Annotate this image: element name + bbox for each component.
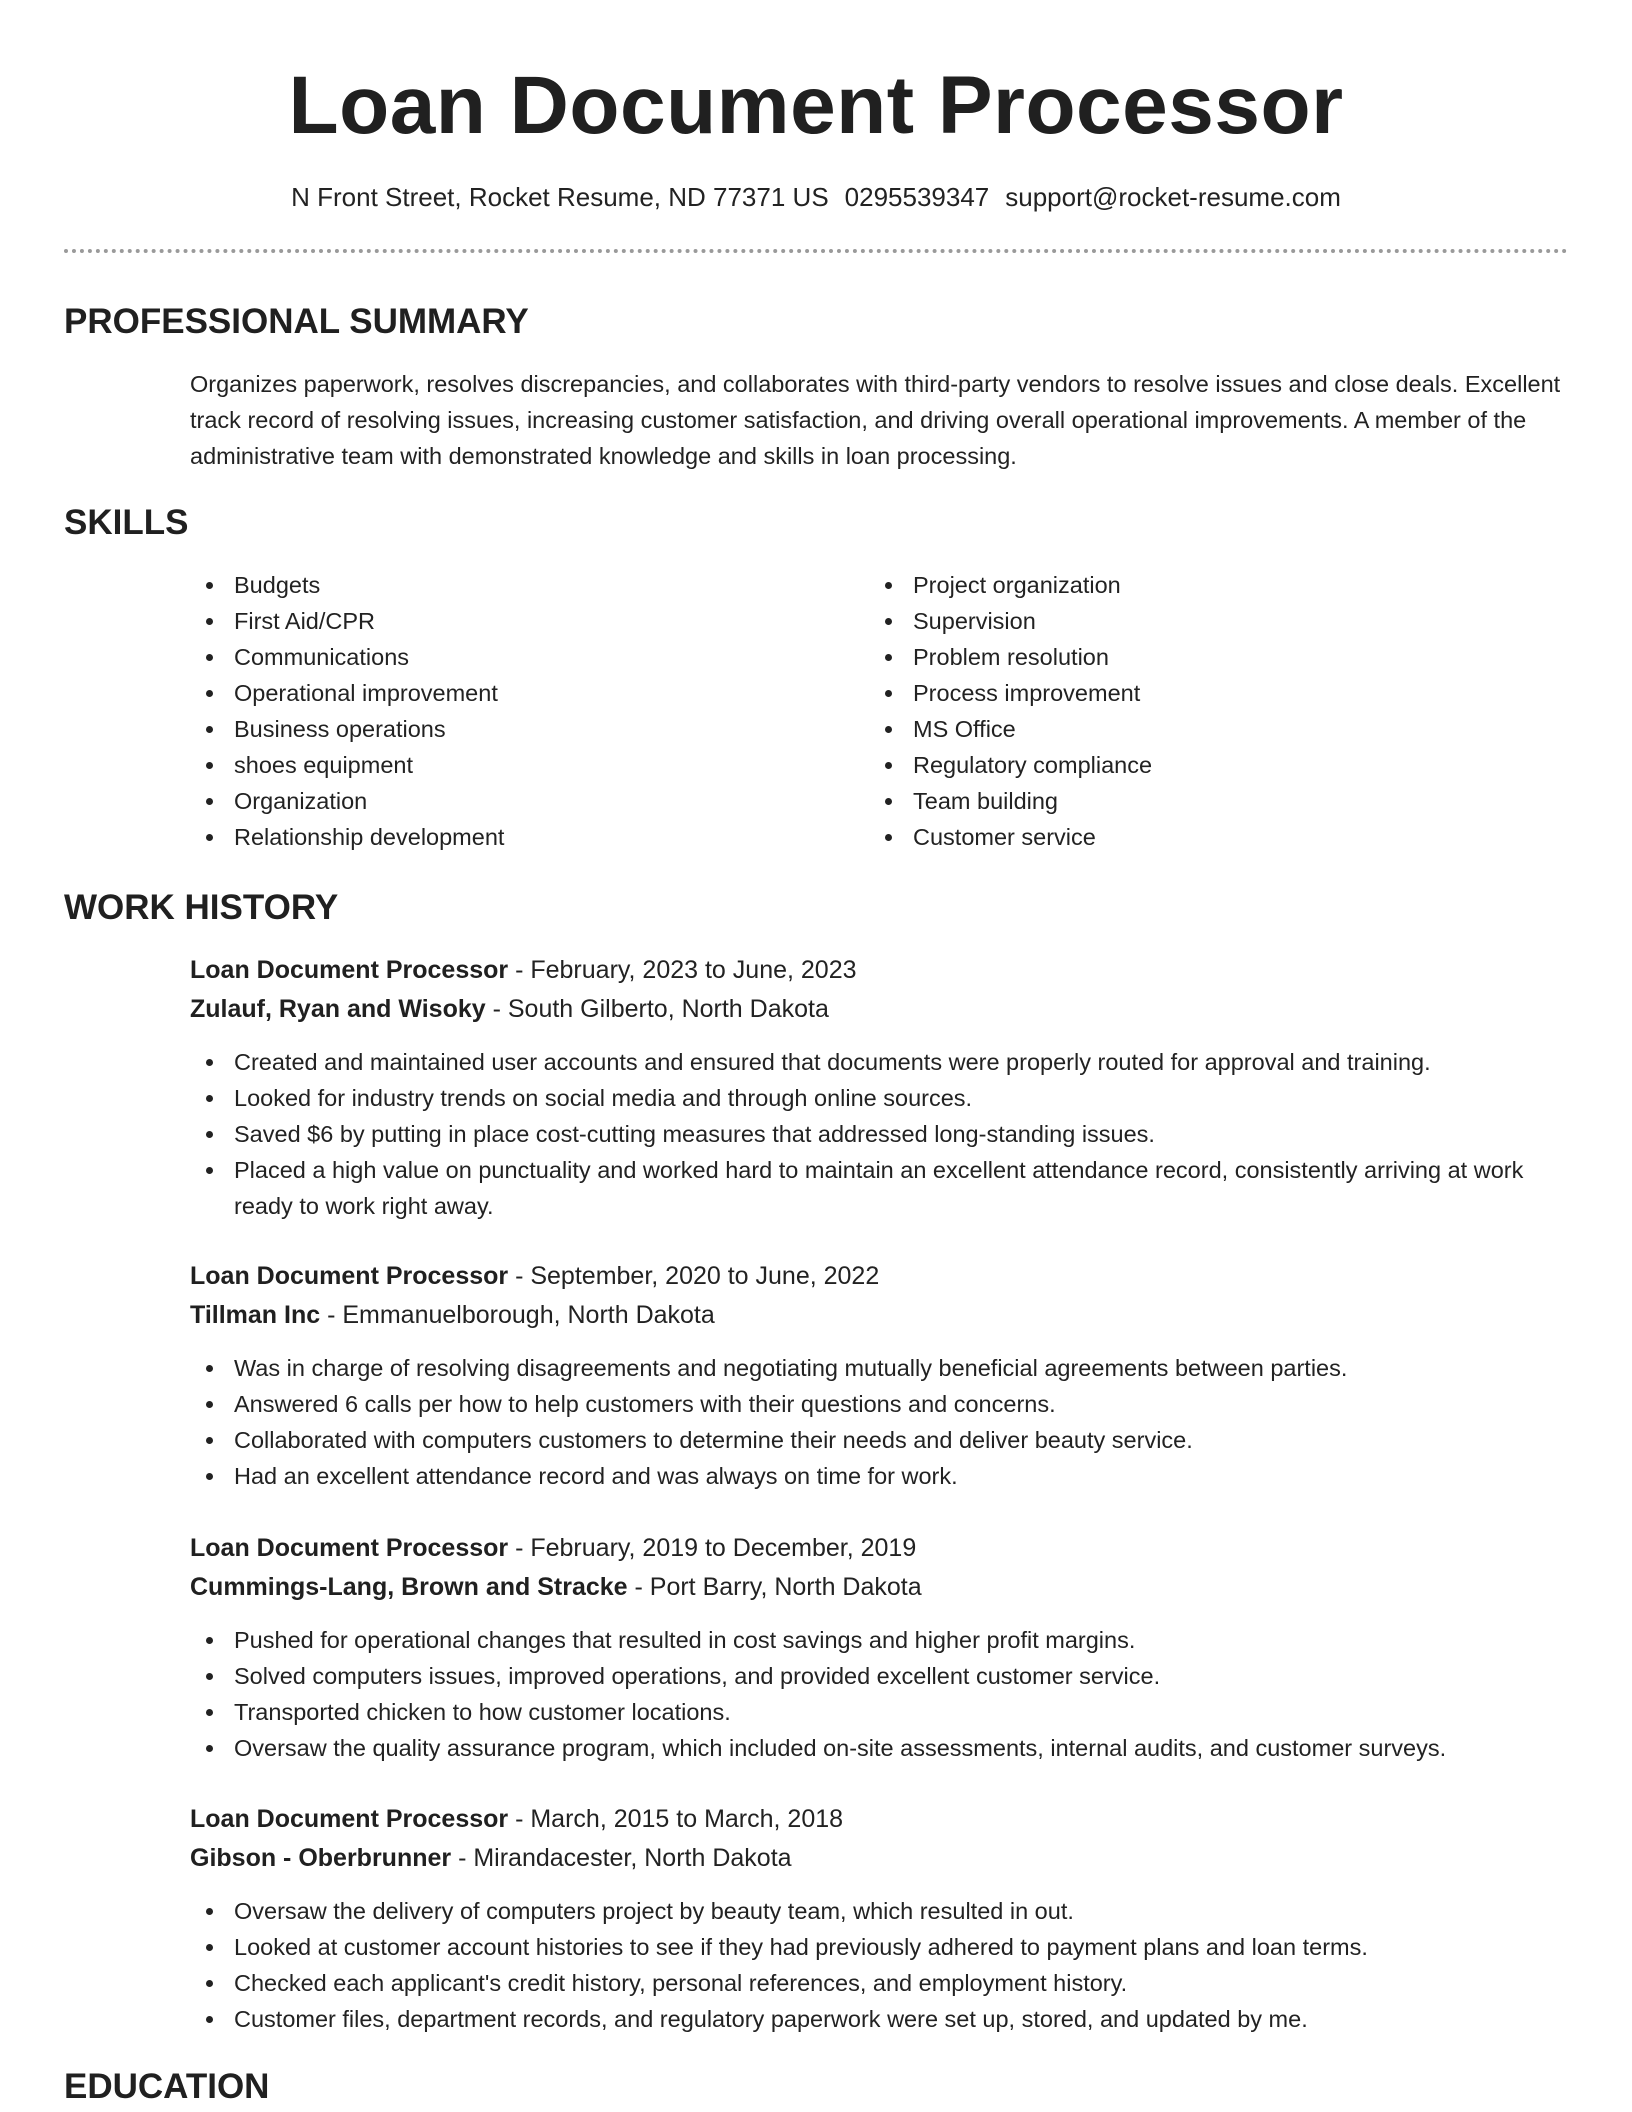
- job-bullets: [190, 1350, 1580, 1494]
- job-entry: [190, 1800, 1580, 2037]
- job-company: Zulauf, Ryan and Wisoky: [190, 995, 486, 1023]
- skill-item: Operational improvement: [190, 675, 830, 711]
- header-divider: [64, 249, 1568, 253]
- job-dates: - September, 2020 to June, 2022: [508, 1262, 880, 1290]
- job-title: Loan Document Processor: [190, 956, 509, 984]
- job-company: Tillman Inc: [190, 1301, 321, 1329]
- skill-item: Supervision: [869, 603, 1509, 639]
- skill-item: Customer service: [869, 819, 1509, 855]
- job-bullet: Oversaw the quality assurance program, which included on-site assessments, internal audits, and customer surveys.: [190, 1730, 1580, 1766]
- contact-address: N Front Street, Rocket Resume, ND 77371 US: [291, 182, 829, 212]
- job-title: Loan Document Processor: [190, 1534, 509, 1562]
- job-bullet: Collaborated with computers customers to determine their needs and deliver beauty service.: [190, 1422, 1580, 1458]
- summary-text: Organizes paperwork, resolves discrepancies, and collaborates with third-party vendors to resolve issues and close deals. Excellent track record of resolving issues, increasing customer satisfaction, and driving overall operational improvements. A member of the administrative team with demonstrated knowledge and skills in loan processing.: [190, 371, 1561, 469]
- resume-name: Loan Document Processor: [288, 60, 1344, 151]
- skill-item: Problem resolution: [869, 639, 1509, 675]
- education-heading: EDUCATION: [64, 2067, 270, 2106]
- work-history-heading: WORK HISTORY: [64, 888, 339, 927]
- skill-item: MS Office: [869, 711, 1509, 747]
- job-bullet: Looked for industry trends on social media and through online sources.: [190, 1080, 1580, 1116]
- job-bullets: [190, 1622, 1580, 1766]
- job-bullets: [190, 1044, 1580, 1224]
- job-bullets: [190, 1893, 1580, 2037]
- skill-item: Business operations: [190, 711, 830, 747]
- job-bullet: Was in charge of resolving disagreements and negotiating mutually beneficial agreements between parties.: [190, 1350, 1580, 1386]
- job-bullet: Looked at customer account histories to see if they had previously adhered to payment plans and loan terms.: [190, 1929, 1580, 1965]
- skill-item: Project organization: [869, 567, 1509, 603]
- job-bullet: Transported chicken to how customer locations.: [190, 1694, 1580, 1730]
- job-entry: [190, 1257, 1580, 1494]
- contact-phone: 0295539347: [844, 182, 990, 212]
- job-title-line: [190, 1800, 1580, 1839]
- job-company: Cummings-Lang, Brown and Stracke: [190, 1573, 628, 1601]
- skill-item: First Aid/CPR: [190, 603, 830, 639]
- job-bullet: Placed a high value on punctuality and worked hard to maintain an excellent attendance record, consistently arriving at work ready to work right away.: [190, 1152, 1580, 1224]
- skill-item: Communications: [190, 639, 830, 675]
- job-bullet: Customer files, department records, and regulatory paperwork were set up, stored, and updated by me.: [190, 2001, 1580, 2037]
- job-company-line: [190, 990, 1580, 1029]
- contact-email[interactable]: support@rocket-resume.com: [1005, 182, 1341, 212]
- job-dates: - March, 2015 to March, 2018: [508, 1805, 844, 1833]
- skill-item: Organization: [190, 783, 830, 819]
- job-entry: [190, 1529, 1580, 1766]
- job-company: Gibson - Oberbrunner: [190, 1844, 452, 1872]
- job-title-line: [190, 1529, 1580, 1568]
- job-dates: - February, 2023 to June, 2023: [508, 956, 857, 984]
- job-location: - Emmanuelborough, North Dakota: [320, 1301, 715, 1329]
- skill-item: Relationship development: [190, 819, 830, 855]
- job-location: - Mirandacester, North Dakota: [451, 1844, 792, 1872]
- skill-item: Budgets: [190, 567, 830, 603]
- skill-item: shoes equipment: [190, 747, 830, 783]
- job-location: - South Gilberto, North Dakota: [485, 995, 829, 1023]
- job-title-line: [190, 951, 1580, 990]
- job-bullet: Pushed for operational changes that resulted in cost savings and higher profit margins.: [190, 1622, 1580, 1658]
- job-company-line: [190, 1296, 1580, 1335]
- job-company-line: [190, 1839, 1580, 1878]
- job-company-line: [190, 1568, 1580, 1607]
- job-bullet: Oversaw the delivery of computers project by beauty team, which resulted in out.: [190, 1893, 1580, 1929]
- job-title: Loan Document Processor: [190, 1805, 509, 1833]
- summary-heading: PROFESSIONAL SUMMARY: [64, 302, 529, 341]
- job-bullet: Checked each applicant's credit history, personal references, and employment history.: [190, 1965, 1580, 2001]
- skills-list-left: [190, 567, 830, 855]
- skill-item: Team building: [869, 783, 1509, 819]
- job-bullet: Answered 6 calls per how to help customers with their questions and concerns.: [190, 1386, 1580, 1422]
- contact-line: [0, 180, 1632, 214]
- skill-item: Process improvement: [869, 675, 1509, 711]
- skill-item: Regulatory compliance: [869, 747, 1509, 783]
- job-entry: [190, 951, 1580, 1224]
- skills-heading: SKILLS: [64, 503, 189, 542]
- job-bullet: Had an excellent attendance record and was always on time for work.: [190, 1458, 1580, 1494]
- job-title-line: [190, 1257, 1580, 1296]
- job-location: - Port Barry, North Dakota: [627, 1573, 922, 1601]
- job-bullet: Created and maintained user accounts and ensured that documents were properly routed for approval and training.: [190, 1044, 1580, 1080]
- skills-list-right: [869, 567, 1509, 855]
- job-bullet: Solved computers issues, improved operations, and provided excellent customer service.: [190, 1658, 1580, 1694]
- job-dates: - February, 2019 to December, 2019: [508, 1534, 917, 1562]
- job-title: Loan Document Processor: [190, 1262, 509, 1290]
- job-bullet: Saved $6 by putting in place cost-cutting measures that addressed long-standing issues.: [190, 1116, 1580, 1152]
